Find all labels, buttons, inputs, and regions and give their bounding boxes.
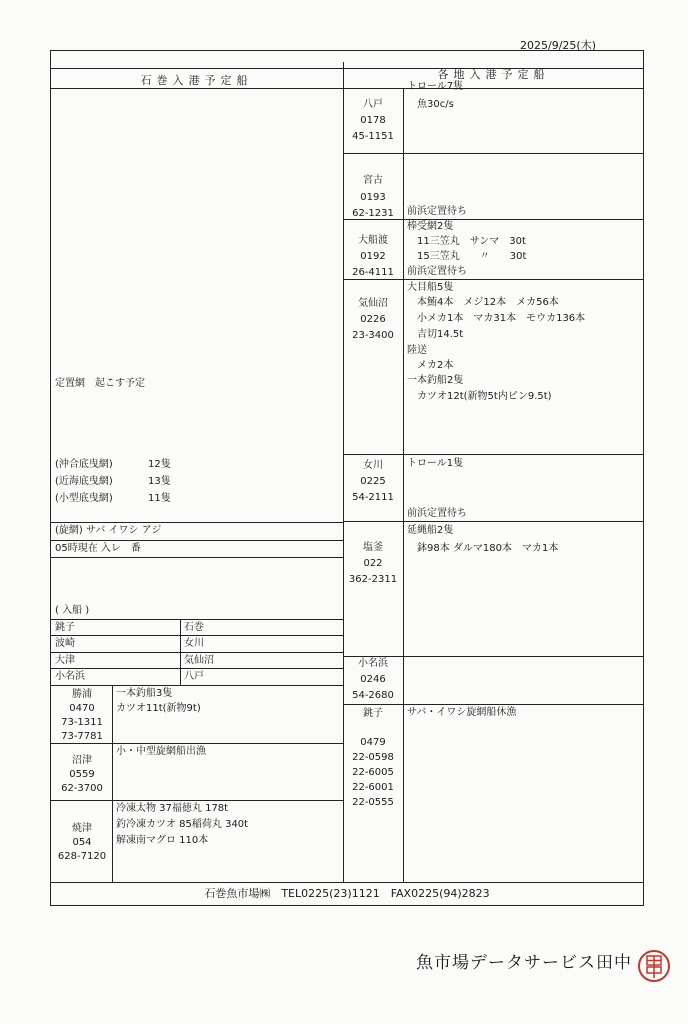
- pair-right: 石巻: [184, 622, 204, 633]
- port-phone: 45-1151: [352, 131, 394, 142]
- footer-contact: 石巻魚市場㈱ TEL0225(23)1121 FAX0225(94)2823: [204, 887, 490, 900]
- port-name: 勝浦: [72, 689, 92, 700]
- teichi-note: 定置網 起こす予定: [55, 378, 145, 389]
- port-phone: 26-4111: [352, 267, 394, 278]
- port-phone: 22-6005: [352, 767, 394, 778]
- port-phone: 22-6001: [352, 782, 394, 793]
- port-phone: 23-3400: [352, 330, 394, 341]
- port-area-code: 022: [363, 558, 383, 569]
- report-date: 2025/9/25(木): [520, 39, 596, 52]
- port-report-line: 鉢98本 ダルマ180本 マカ1本: [407, 543, 559, 554]
- port-status: 前浜定置待ち: [407, 266, 467, 277]
- port-name: 八戸: [363, 99, 383, 110]
- port-area-code: 0225: [360, 476, 386, 487]
- port-report-line: カツオ12t(新物5t内ピン9.5t): [407, 391, 552, 402]
- pair-right: 女川: [184, 638, 204, 649]
- port-area-code: 0479: [360, 737, 386, 748]
- port-phone: 62-3700: [61, 783, 103, 794]
- pair-right: 気仙沼: [184, 655, 214, 666]
- port-status: 前浜定置待ち: [407, 508, 467, 519]
- pair-right: 八戸: [184, 671, 204, 682]
- port-report-line: 魚30c/s: [407, 99, 454, 110]
- port-phone: 73-7781: [61, 731, 103, 742]
- port-report-line: 陸送: [407, 345, 427, 356]
- port-phone: 628-7120: [57, 851, 107, 862]
- port-area-code: 0246: [360, 674, 386, 685]
- nyusen-label: ( 入船 ): [55, 605, 90, 616]
- port-phone: 54-2111: [352, 492, 394, 503]
- port-phone: 73-1311: [61, 717, 103, 728]
- pair-left: 波崎: [55, 638, 75, 649]
- port-phone: 22-0555: [352, 797, 394, 808]
- port-area-code: 0193: [360, 192, 386, 203]
- makiami-header: (旋網) サバ イワシ アジ: [55, 525, 162, 536]
- port-report-line: 棒受網2隻: [407, 221, 454, 232]
- port-name: 小名浜: [358, 658, 388, 669]
- port-area-code: 0226: [360, 314, 386, 325]
- port-report-line: 釣冷凍カツオ 85稲荷丸 340t: [116, 819, 249, 830]
- port-report-line: 11三笠丸 サンマ 30t: [407, 236, 526, 247]
- seal-mark-icon: [640, 952, 668, 980]
- port-report-line: 延縄船2隻: [407, 525, 454, 536]
- trawl-count: 11隻: [148, 493, 171, 504]
- port-report-line: サバ・イワシ旋網船休漁: [407, 707, 517, 718]
- pair-left: 銚子: [55, 622, 75, 633]
- port-name: 気仙沼: [358, 298, 388, 309]
- port-name: 焼津: [72, 823, 92, 834]
- port-area-code: 0559: [69, 769, 95, 780]
- port-name: 沼津: [72, 755, 92, 766]
- port-phone: 62-1231: [352, 208, 394, 219]
- port-report-line: メカ2本: [407, 360, 454, 371]
- port-status: 前浜定置待ち: [407, 206, 467, 217]
- port-phone: 362-2311: [348, 574, 398, 585]
- trawl-name: (小型底曳網): [55, 493, 113, 504]
- pair-left: 大津: [55, 655, 75, 666]
- port-area-code: 0192: [360, 251, 386, 262]
- status-line: 05時現在 入レ 番: [55, 543, 141, 554]
- tanaka-seal: [638, 950, 670, 982]
- port-report-line: 小メカ1本 マカ31本 モウカ136本: [407, 313, 586, 324]
- pair-left: 小名浜: [55, 671, 85, 682]
- port-report-line: 吉切14.5t: [407, 329, 464, 340]
- signature: 魚市場データサービス田中: [416, 953, 632, 973]
- port-phone: 54-2680: [352, 690, 394, 701]
- port-report-line: 冷凍太物 37福徳丸 178t: [116, 803, 229, 814]
- port-report-line: 15三笠丸 〃 30t: [407, 251, 527, 262]
- port-area-code: 054: [72, 837, 92, 848]
- port-area-code: 0470: [69, 703, 95, 714]
- trawl-count: 12隻: [148, 459, 171, 470]
- header-ishinomaki: 石巻入港予定船: [140, 74, 253, 87]
- port-name: 大船渡: [358, 235, 388, 246]
- trawl-count: 13隻: [148, 476, 171, 487]
- port-report-line: 本鮪4本 メジ12本 メカ56本: [407, 297, 559, 308]
- port-report-line: 小・中型旋網船出漁: [116, 746, 206, 757]
- port-report-line: トロール7隻: [407, 81, 464, 92]
- port-report-line: 解凍南マグロ 110本: [116, 835, 209, 846]
- port-name: 宮古: [363, 175, 383, 186]
- header-other-ports: 各地入港予定船: [437, 68, 550, 81]
- trawl-name: (沖合底曳網): [55, 459, 113, 470]
- port-report-line: 大目船5隻: [407, 282, 454, 293]
- port-report-line: 一本釣船2隻: [407, 375, 464, 386]
- trawl-name: (近海底曳網): [55, 476, 113, 487]
- port-name: 塩釜: [363, 542, 383, 553]
- port-name: 女川: [363, 460, 383, 471]
- port-report-line: トロール1隻: [407, 458, 464, 469]
- port-report-line: カツオ11t(新物9t): [116, 703, 201, 714]
- port-phone: 22-0598: [352, 752, 394, 763]
- port-area-code: 0178: [360, 115, 386, 126]
- port-name: 銚子: [363, 708, 383, 719]
- port-report-line: 一本釣船3隻: [116, 688, 173, 699]
